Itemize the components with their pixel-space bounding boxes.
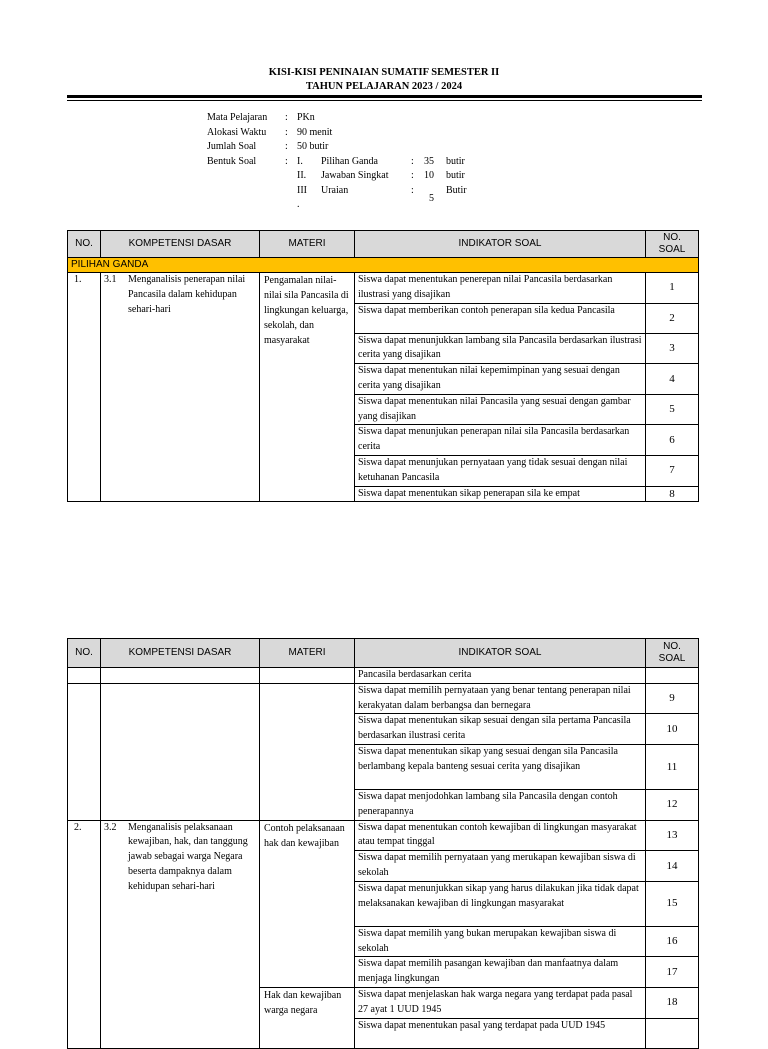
- indikator-cell: Siswa dapat menunjukkan lambang sila Pancasila berdasarkan ilustrasi cerita yang disajikan: [355, 333, 646, 364]
- meta-colon: :: [411, 155, 414, 167]
- table-header-row: [68, 231, 699, 258]
- no-soal-cell: 6: [646, 425, 699, 456]
- no-soal-cell: 8: [646, 486, 699, 502]
- indikator-cell: Siswa dapat menentukan sikap penerapan sila ke empat: [355, 486, 646, 502]
- indikator-cell: Siswa dapat menentukan pasal yang terdapat pada UUD 1945: [355, 1018, 646, 1048]
- row-no: 2.: [68, 820, 101, 1048]
- document-subtitle: TAHUN PELAJARAN 2023 / 2024: [305, 81, 463, 92]
- bentuk-num: II.: [297, 170, 307, 181]
- header-kompetensi-dasar: KOMPETENSI DASAR: [101, 231, 260, 258]
- meta-colon: :: [411, 170, 414, 181]
- no-soal-cell: 16: [646, 926, 699, 957]
- indikator-cell: Siswa dapat menunjukkan sikap yang harus dilakukan jika tidak dapat melaksanakan kewajiban di lingkungan masyarakat: [355, 881, 646, 926]
- header-materi: MATERI: [260, 639, 355, 668]
- materi-cell: Pengamalan nilai-nilai sila Pancasila di lingkungan keluarga, sekolah, dan masyarakat: [260, 273, 355, 502]
- no-soal-cell: 12: [646, 789, 699, 820]
- indikator-cell: Siswa dapat menentukan nilai kepemimpinan yang sesuai dengan cerita yang disajikan: [355, 364, 646, 395]
- no-soal-cell: 10: [646, 714, 699, 745]
- indikator-cell: Siswa dapat menentukan sikap yang sesuai dengan sila Pancasila berlambang kepala banteng sesuai cerita yang disajikan: [355, 744, 646, 789]
- indikator-cell: Siswa dapat menentukan sikap sesuai dengan sila pertama Pancasila berdasarkan ilustrasi cerita: [355, 714, 646, 745]
- materi-cell: [260, 683, 355, 820]
- materi-cell: [260, 668, 355, 684]
- header-rule-thick: [67, 95, 702, 98]
- meta-colon: :: [285, 141, 288, 152]
- meta-value: PKn: [297, 112, 315, 123]
- kisi-kisi-table-page-1: [67, 230, 699, 502]
- materi-cell: Contoh pelaksanaan hak dan kewajiban: [260, 820, 355, 987]
- no-soal-cell: 7: [646, 455, 699, 486]
- bentuk-count: 5: [429, 192, 434, 204]
- no-soal-cell: [646, 668, 699, 684]
- indikator-cell: Siswa dapat memilih pernyataan yang merukapan kewajiban siswa di sekolah: [355, 851, 646, 882]
- header-no: NO.: [68, 639, 101, 668]
- bentuk-unit: butir: [446, 155, 465, 167]
- no-soal-cell: 18: [646, 987, 699, 1018]
- row-no: [68, 683, 101, 820]
- table-row: [68, 273, 699, 304]
- no-soal-cell: 9: [646, 683, 699, 714]
- indikator-cell: Siswa dapat menentukan contoh kewajiban di lingkungan masyarakat atau tempat tinggal: [355, 820, 646, 851]
- kompetensi-dasar-cell: [101, 273, 260, 502]
- bentuk-num: III: [297, 184, 307, 196]
- indikator-cell: Pancasila berdasarkan cerita: [355, 668, 646, 684]
- indikator-cell: Siswa dapat menjodohkan lambang sila Pancasila dengan contoh penerapannya: [355, 789, 646, 820]
- kompetensi-dasar-cell: [101, 683, 260, 820]
- no-soal-cell: 13: [646, 820, 699, 851]
- no-soal-cell: 2: [646, 303, 699, 333]
- document-title: KISI-KISI PENINAIAN SUMATIF SEMESTER II: [268, 67, 500, 78]
- kompetensi-dasar-cell: [101, 820, 260, 1048]
- no-soal-cell: 17: [646, 957, 699, 988]
- indikator-cell: Siswa dapat menunjukan penerapan nilai sila Pancasila berdasarkan cerita: [355, 425, 646, 456]
- materi-cell: Hak dan kewajiban warga negara: [260, 987, 355, 1048]
- bentuk-name: Pilihan Ganda: [321, 155, 378, 167]
- table-row: [68, 820, 699, 851]
- no-soal-cell: 5: [646, 394, 699, 425]
- kd-number: 3.1: [104, 274, 117, 285]
- bentuk-unit: butir: [446, 170, 465, 181]
- bentuk-count: 10: [424, 170, 434, 181]
- header-no-soal-line2: SOAL: [658, 244, 686, 255]
- header-no: NO.: [68, 231, 101, 258]
- trailing-dot: .: [297, 199, 300, 210]
- no-soal-cell: 14: [646, 851, 699, 882]
- meta-colon: :: [285, 126, 288, 138]
- no-soal-cell: 1: [646, 273, 699, 304]
- header-indikator-soal: INDIKATOR SOAL: [355, 639, 646, 668]
- indikator-cell: Siswa dapat memilih yang bukan merupakan kewajiban siswa di sekolah: [355, 926, 646, 957]
- kd-text: Menganalisis penerapan nilai Pancasila dalam kehidupan sehari-hari: [128, 274, 246, 315]
- indikator-cell: Siswa dapat memberikan contoh penerapan sila kedua Pancasila: [355, 303, 646, 333]
- no-soal-cell: 3: [646, 333, 699, 364]
- meta-value: 90 menit: [297, 126, 333, 138]
- meta-colon: :: [285, 155, 288, 167]
- meta-label: Jumlah Soal: [207, 141, 257, 152]
- meta-colon: :: [285, 112, 288, 123]
- meta-label: Alokasi Waktu: [207, 126, 267, 138]
- bentuk-unit: Butir: [446, 184, 467, 196]
- header-rule-thin: [67, 100, 702, 101]
- bentuk-name: Jawaban Singkat: [321, 170, 389, 181]
- no-soal-cell: 15: [646, 881, 699, 926]
- header-kompetensi-dasar: KOMPETENSI DASAR: [101, 639, 260, 668]
- header-no-soal-line1: NO.: [663, 232, 681, 243]
- meta-colon: :: [411, 184, 414, 196]
- table-row-continuation: [68, 668, 699, 684]
- meta-label: Bentuk Soal: [207, 155, 257, 167]
- bentuk-name: Uraian: [321, 184, 349, 196]
- bentuk-num: I.: [297, 155, 303, 167]
- header-no-soal-line2: SOAL: [658, 653, 686, 664]
- indikator-cell: Siswa dapat memilih pernyataan yang benar tentang penerapan nilai kerakyatan dalam berbangsa dan bernegara: [355, 683, 646, 714]
- no-soal-cell: 4: [646, 364, 699, 395]
- kisi-kisi-table-page-2: [67, 638, 699, 1049]
- indikator-cell: Siswa dapat menunjukan pernyataan yang tidak sesuai dengan nilai ketuhanan Pancasila: [355, 455, 646, 486]
- no-soal-cell: [646, 1018, 699, 1048]
- bentuk-count: 35: [424, 155, 434, 167]
- indikator-cell: Siswa dapat menentukan nilai Pancasila yang sesuai dengan gambar yang disajikan: [355, 394, 646, 425]
- meta-value: 50 butir: [297, 141, 329, 152]
- meta-label: Mata Pelajaran: [207, 112, 268, 123]
- section-row-pilihan-ganda: [68, 258, 699, 273]
- row-no: 1.: [68, 273, 101, 502]
- header-indikator-soal: INDIKATOR SOAL: [355, 231, 646, 258]
- indikator-cell: Siswa dapat menjelaskan hak warga negara yang terdapat pada pasal 27 ayat 1 UUD 1945: [355, 987, 646, 1018]
- header-no-soal: [646, 639, 699, 668]
- indikator-cell: Siswa dapat memilih pasangan kewajiban dan manfaatnya dalam menjaga lingkungan: [355, 957, 646, 988]
- kd-number: 3.2: [104, 821, 117, 833]
- indikator-cell: Siswa dapat menentukan penerepan nilai Pancasila berdasarkan ilustrasi yang disajikan: [355, 273, 646, 304]
- no-soal-cell: 11: [646, 744, 699, 789]
- row-no: [68, 668, 101, 684]
- kompetensi-dasar-cell: [101, 668, 260, 684]
- kd-text: Menganalisis pelaksanaan kewajiban, hak, dan tanggung jawab sebagai warga Negara beserta dampaknya dalam kehidupan sehari-hari: [128, 821, 248, 892]
- table-header-row: [68, 639, 699, 668]
- section-label: PILIHAN GANDA: [68, 258, 699, 273]
- table-row: [68, 683, 699, 714]
- header-materi: MATERI: [260, 231, 355, 258]
- header-no-soal-line1: NO.: [663, 641, 681, 652]
- header-no-soal: [646, 231, 699, 258]
